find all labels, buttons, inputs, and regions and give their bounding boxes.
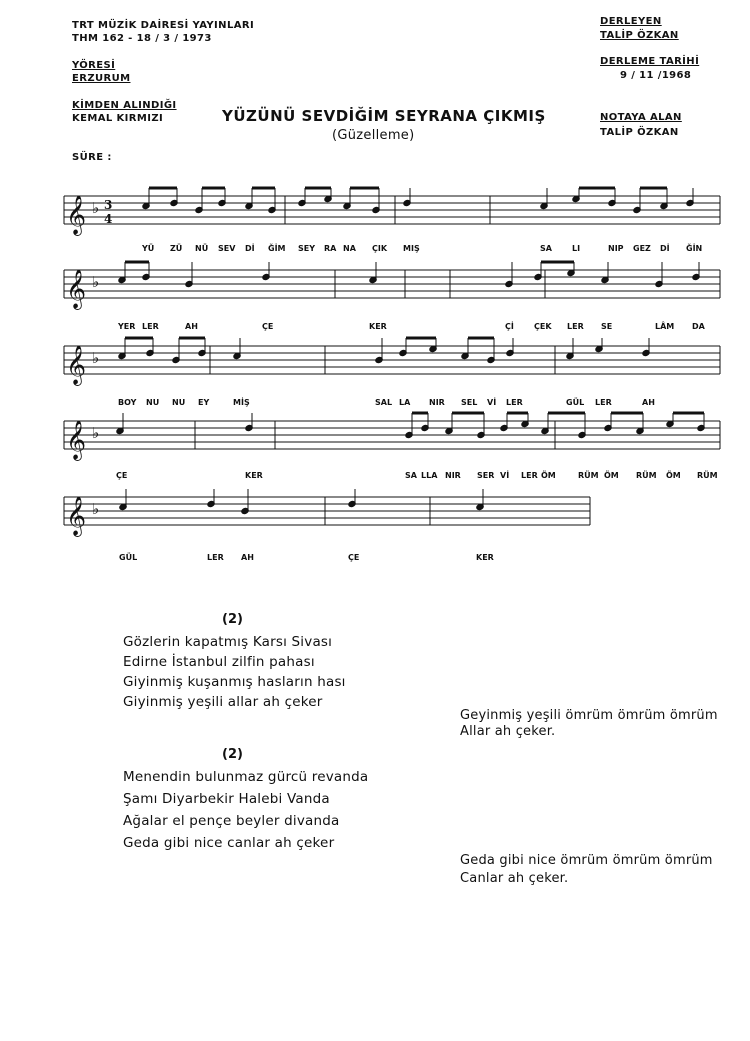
lyric-syllable: ĞİM xyxy=(268,244,286,253)
verse-2-refrain xyxy=(460,708,718,740)
lyric-syllable: KER xyxy=(369,322,387,331)
flat-key-icon: ♭ xyxy=(92,199,100,217)
lyric-syllable: LÂM xyxy=(655,322,675,331)
lyric-syllable: NU xyxy=(172,398,186,407)
source-value: KEMAL KIRMIZI xyxy=(72,113,164,124)
treble-clef-icon: 𝄞 xyxy=(66,195,87,235)
catalog-number: THM 162 - 18 / 3 / 1973 xyxy=(72,33,212,44)
treble-clef-icon: 𝄞 xyxy=(66,420,87,460)
verse-3-number: (2) xyxy=(222,747,243,762)
lyric-syllable: SEV xyxy=(218,244,236,253)
lyric-syllable: RA xyxy=(324,244,337,253)
region-value: ERZURUM xyxy=(72,73,131,84)
lyric-syllable: ÖM xyxy=(604,471,619,480)
song-title: YÜZÜNÜ SEVDİĞİM SEYRANA ÇIKMIŞ xyxy=(222,107,546,125)
publisher: TRT MÜZİK DAİRESİ YAYINLARI xyxy=(72,20,255,31)
notation-value: TALİP ÖZKAN xyxy=(600,127,679,138)
flat-key-icon: ♭ xyxy=(92,424,100,442)
notation-label: NOTAYA ALAN xyxy=(600,112,682,123)
verse-line: Ağalar el pençe beyler divanda xyxy=(123,813,340,829)
lyric-syllable: NA xyxy=(343,244,356,253)
lyric-syllable: RÜM xyxy=(636,471,657,480)
lyric-syllable: SE xyxy=(601,322,613,331)
lyric-syllable: KER xyxy=(245,471,263,480)
lyric-syllable: DA xyxy=(692,322,705,331)
lyric-syllable: Dİ xyxy=(660,244,670,253)
lyric-syllable: Vİ xyxy=(487,398,497,407)
verse-3-refrain xyxy=(460,852,713,888)
lyric-syllable: EY xyxy=(198,398,210,407)
lyric-syllable: ÇEK xyxy=(534,322,552,331)
lyric-syllable: RÜM xyxy=(578,471,599,480)
compile-date-value: 9 / 11 /1968 xyxy=(620,70,692,81)
lyric-syllable: NÜ xyxy=(195,244,209,253)
refrain-line: Allar ah çeker. xyxy=(460,724,556,739)
lyric-syllable: ÇE xyxy=(348,553,360,562)
lyric-syllable: LLA xyxy=(421,471,438,480)
lyric-syllable: AH xyxy=(642,398,655,407)
lyric-syllable: AH xyxy=(185,322,198,331)
lyric-syllable: Vİ xyxy=(500,471,510,480)
lyric-syllable: BOY xyxy=(118,398,137,407)
lyric-syllable: LER xyxy=(595,398,612,407)
source-label: KİMDEN ALINDIĞI xyxy=(72,100,177,111)
verse-line: Giyinmiş yeşili allar ah çeker xyxy=(123,694,323,710)
lyric-syllable: ĞİN xyxy=(686,244,703,253)
verse-2 xyxy=(123,632,346,712)
flat-key-icon: ♭ xyxy=(92,273,100,291)
verse-line: Gözlerin kapatmış Karsı Sivası xyxy=(123,634,333,650)
flat-key-icon: ♭ xyxy=(92,500,100,518)
lyric-syllable: SA xyxy=(540,244,552,253)
lyric-syllable: GÜL xyxy=(119,553,138,562)
lyric-syllable: RÜM xyxy=(697,471,718,480)
verse-line: Menendin bulunmaz gürcü revanda xyxy=(123,769,369,785)
lyric-syllable: Çİ xyxy=(505,322,514,331)
verse-line: Giyinmiş kuşanmış hasların hası xyxy=(123,674,346,690)
duration-label: SÜRE : xyxy=(72,152,112,163)
lyric-syllable: YER xyxy=(118,322,136,331)
lyric-syllable: SEY xyxy=(298,244,316,253)
lyric-syllable: ÖM xyxy=(666,471,681,480)
lyric-syllable: GEZ xyxy=(633,244,651,253)
compile-date-label: DERLEME TARİHİ xyxy=(600,56,700,67)
time-signature-top: 3 xyxy=(104,198,113,212)
lyric-syllable: GÜL xyxy=(566,398,585,407)
treble-clef-icon: 𝄞 xyxy=(66,496,87,536)
verse-line: Şamı Diyarbekir Halebi Vanda xyxy=(123,791,330,807)
flat-key-icon: ♭ xyxy=(92,349,100,367)
lyric-syllable: SA xyxy=(405,471,417,480)
staff-line-3 xyxy=(64,346,720,374)
lyric-syllable: AH xyxy=(241,553,254,562)
verse-2-number: (2) xyxy=(222,612,243,627)
staff-line-5 xyxy=(64,497,590,525)
staff-line-1 xyxy=(64,196,720,224)
lyric-syllable: ÖM xyxy=(541,471,556,480)
lyric-syllable: ZÜ xyxy=(170,244,183,253)
lyric-syllable: LA xyxy=(399,398,411,407)
lyric-syllable: SAL xyxy=(375,398,393,407)
lyric-syllable: LER xyxy=(207,553,224,562)
lyric-syllable: LER xyxy=(521,471,538,480)
lyric-syllable: KER xyxy=(476,553,494,562)
song-subtitle: (Güzelleme) xyxy=(332,128,415,143)
compiler-label: DERLEYEN xyxy=(600,16,662,27)
lyric-syllable: YÜ xyxy=(142,244,155,253)
lyric-syllable: MIŞ xyxy=(403,244,420,253)
lyric-syllable: LER xyxy=(142,322,159,331)
lyric-syllable: NIR xyxy=(445,471,461,480)
verse-line: Edirne İstanbul zilfin pahası xyxy=(123,654,315,670)
lyric-syllable: NU xyxy=(146,398,160,407)
lyric-syllable: ÇE xyxy=(262,322,274,331)
lyric-syllable: SEL xyxy=(461,398,478,407)
refrain-line: Geyinmiş yeşili ömrüm ömrüm ömrüm xyxy=(460,708,718,723)
time-signature-bottom: 4 xyxy=(104,212,113,226)
verse-3 xyxy=(123,766,368,854)
lyric-syllable: LI xyxy=(572,244,581,253)
lyric-syllable: LER xyxy=(567,322,584,331)
region-label: YÖRESİ xyxy=(72,60,116,71)
staff-line-2 xyxy=(64,270,720,298)
lyric-syllable: MİŞ xyxy=(233,398,250,407)
lyric-syllable: SER xyxy=(477,471,495,480)
lyric-syllable: ÇE xyxy=(116,471,128,480)
lyric-syllable: NIP xyxy=(608,244,624,253)
refrain-line: Geda gibi nice ömrüm ömrüm ömrüm xyxy=(460,853,713,868)
refrain-line: Canlar ah çeker. xyxy=(460,871,569,886)
staff-line-4 xyxy=(64,421,720,449)
lyric-syllable: Dİ xyxy=(245,244,255,253)
lyric-syllable: NIR xyxy=(429,398,445,407)
verse-line: Geda gibi nice canlar ah çeker xyxy=(123,835,335,851)
compiler-value: TALİP ÖZKAN xyxy=(600,30,679,41)
treble-clef-icon: 𝄞 xyxy=(66,345,87,385)
lyric-syllable: ÇIK xyxy=(372,244,388,253)
treble-clef-icon: 𝄞 xyxy=(66,269,87,309)
lyric-syllable: LER xyxy=(506,398,523,407)
